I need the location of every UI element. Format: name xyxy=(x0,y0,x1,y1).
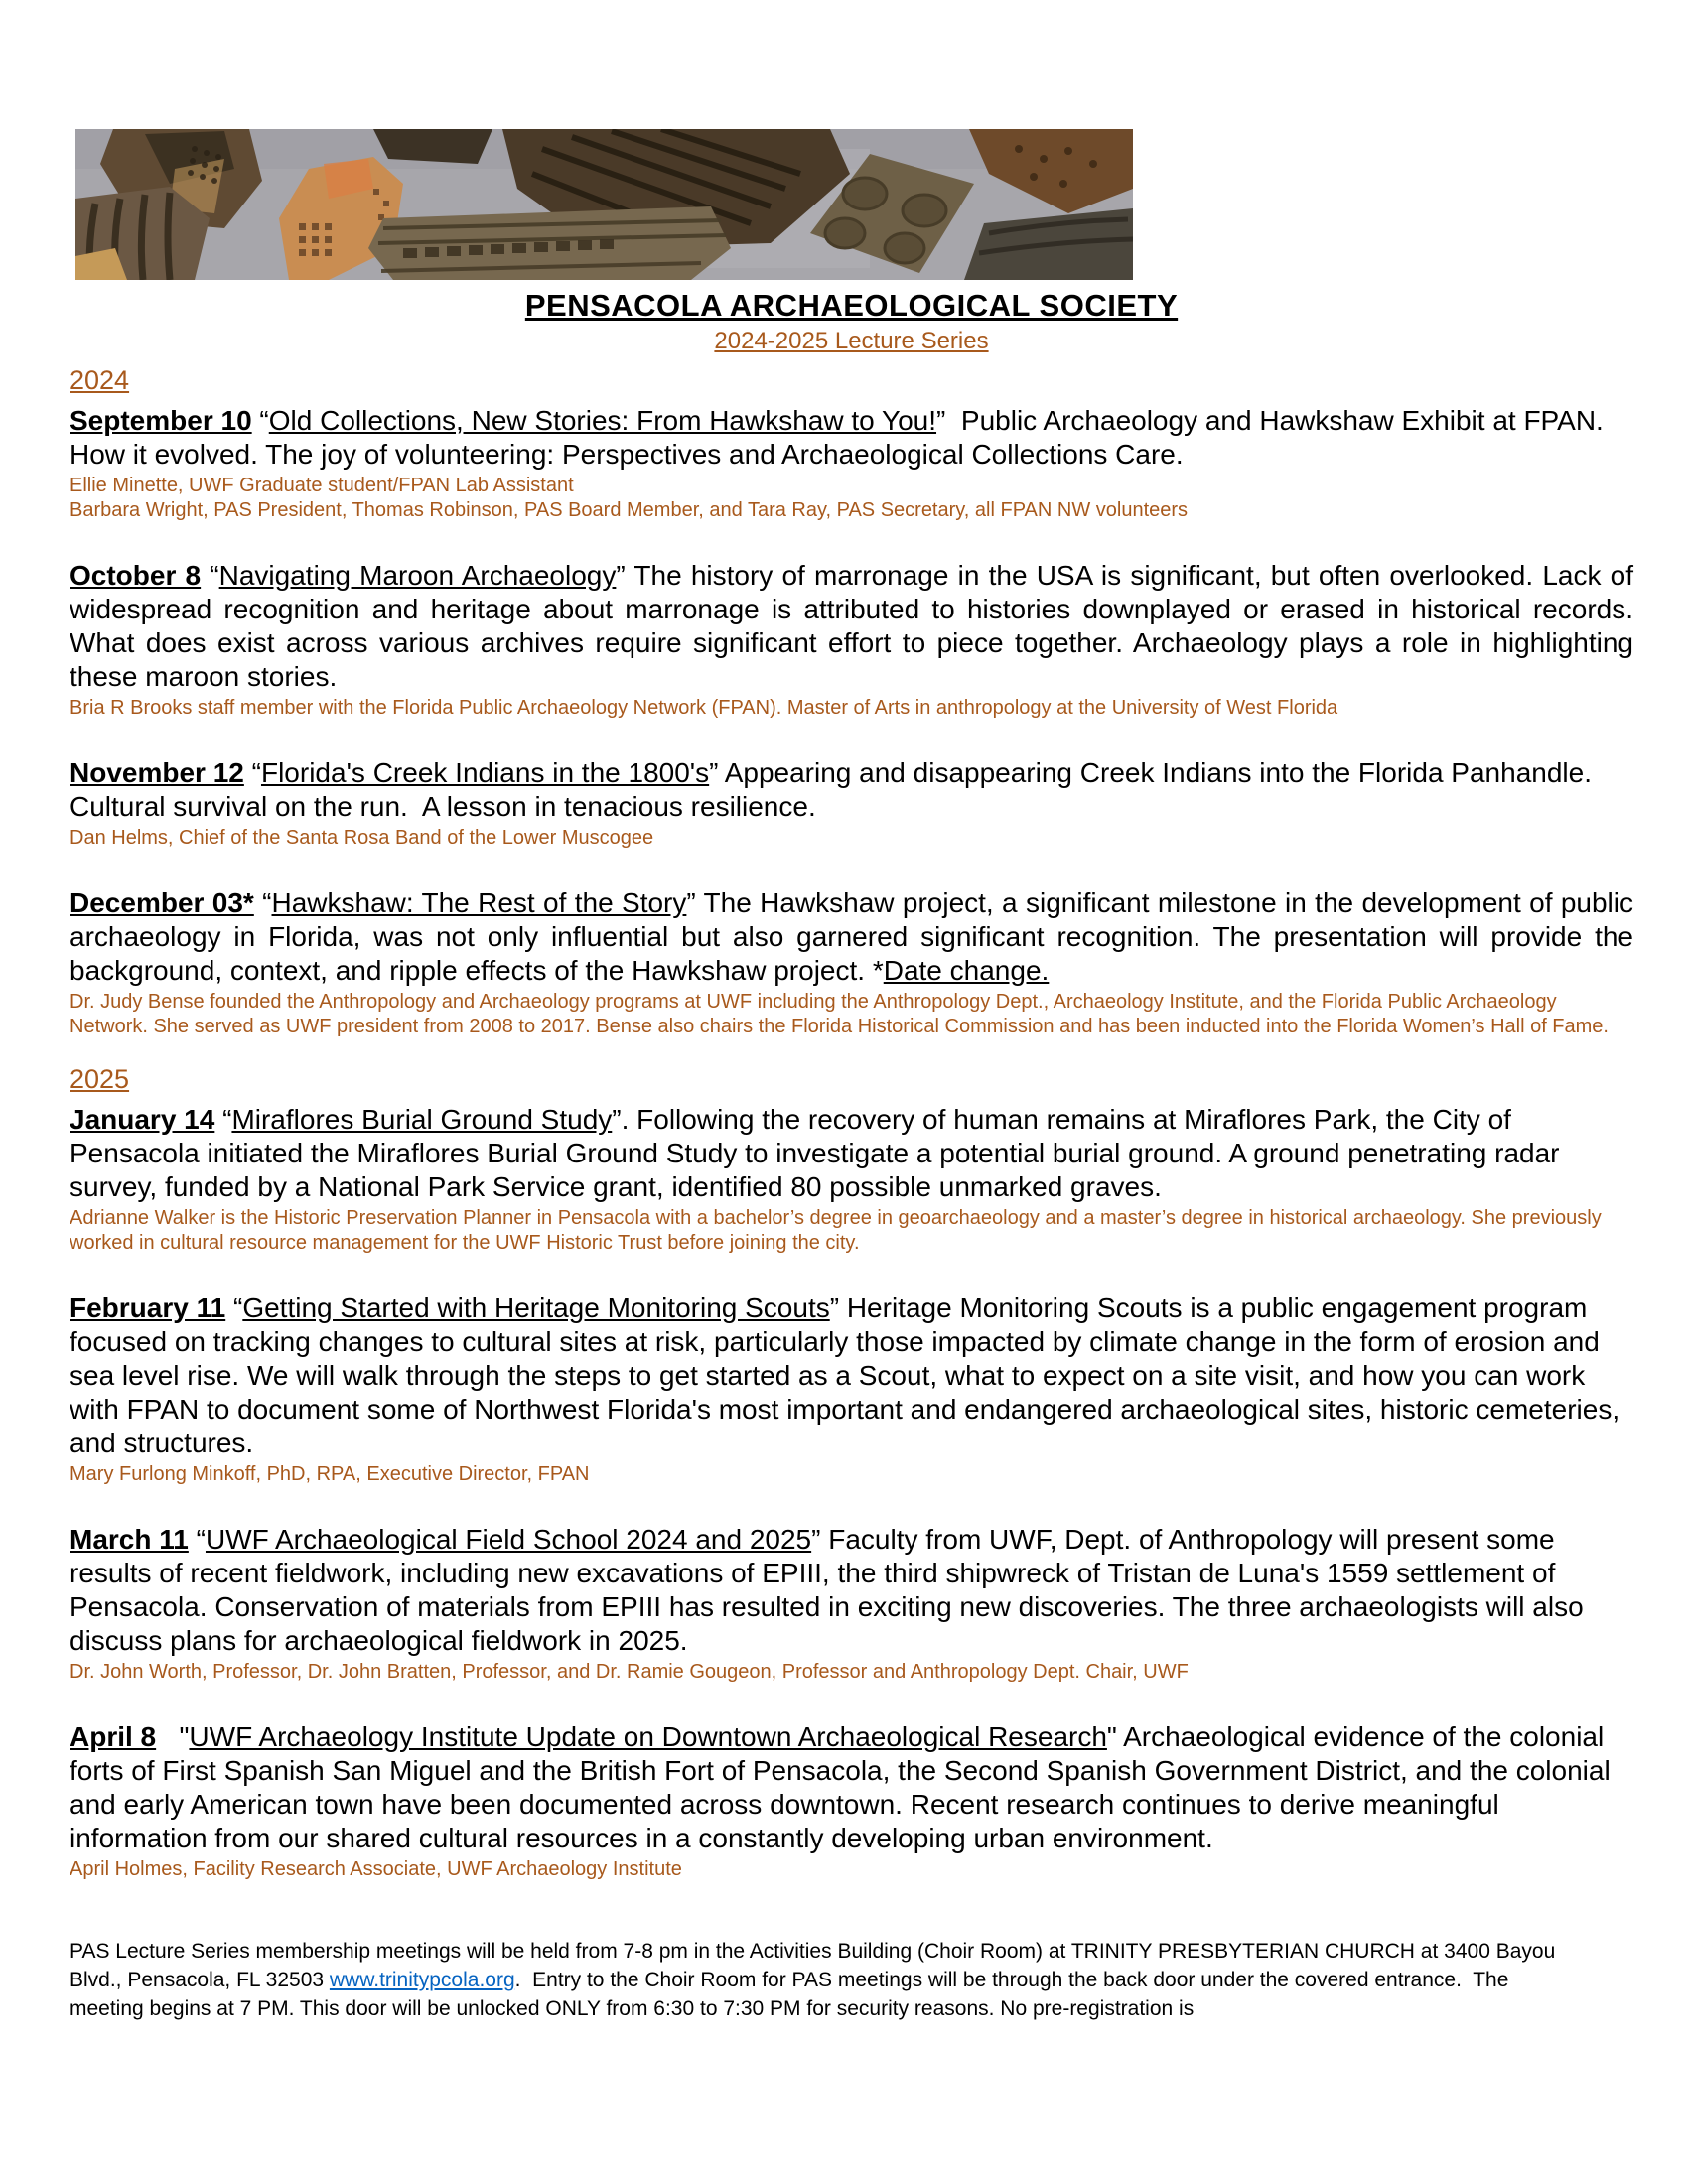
footer-text-before-link: PAS Lecture Series membership meetings will be held from 7-8 pm in the Activities Building (Choir Room) at TRINITY PRESBYTERIAN CHURCH at 3400 Bayou Blvd., Pensacola, FL 32503 xyxy=(70,1940,1562,1991)
sections xyxy=(70,365,1641,1882)
entry-open-quote: “ xyxy=(214,1104,232,1135)
lecture-entry xyxy=(70,1523,1633,1685)
lecture-entry xyxy=(70,1720,1633,1882)
lecture-entry xyxy=(70,404,1633,523)
entry-description: The Hawkshaw project, a significant milestone in the development of public archaeology in Florida, was not only influential but also garnered significant recognition. The presentation will provide the background, context, and ripple effects of the Hawkshaw project. * xyxy=(70,887,1641,986)
entry-title: UWF Archaeology Institute Update on Downtown Archaeological Research xyxy=(189,1721,1107,1752)
entry-speakers xyxy=(70,1660,1633,1685)
entry-title: Florida's Creek Indians in the 1800's xyxy=(260,757,710,788)
footer-paragraph xyxy=(70,1937,1569,2023)
entry-close-quote: ” xyxy=(936,405,961,436)
speaker-line: Ellie Minette, UWF Graduate student/FPAN Lab Assistant xyxy=(70,475,574,496)
entry-paragraph xyxy=(70,559,1641,694)
entry-open-quote: “ xyxy=(251,405,269,436)
lecture-entry xyxy=(70,1103,1633,1256)
speaker-line: Barbara Wright, PAS President, Thomas Robinson, PAS Board Member, and Tara Ray, PAS Secretary, all FPAN NW volunteers xyxy=(70,499,1189,521)
entry-date: April 8 xyxy=(70,1721,157,1752)
lecture-entry xyxy=(70,1292,1633,1487)
speaker-line: Dr. Judy Bense founded the Anthropology and Archaeology programs at UWF including the Anthropology Dept., Archaeology Institute, and the Florida Public Archaeology Network. She served as UWF president from 2008 to 2017. Bense also chairs the Florida Historical Commission and has been inducted into the Florida Women’s Hall of Fame. xyxy=(70,991,1609,1037)
page-subtitle: 2024-2025 Lecture Series xyxy=(714,328,989,354)
entry-date: March 11 xyxy=(70,1524,189,1555)
entry-title: Hawkshaw: The Rest of the Story xyxy=(271,887,687,918)
entry-paragraph xyxy=(70,887,1641,988)
entry-title: Old Collections, New Stories: From Hawkshaw to You! xyxy=(268,405,937,436)
entry-date: November 12 xyxy=(70,757,244,788)
entry-description: Public Archaeology and Hawkshaw Exhibit at FPAN. How it evolved. The joy of volunteering: Perspectives and Archaeological Collections Care. xyxy=(70,405,1612,470)
lecture-entry xyxy=(70,887,1641,1039)
entry-speakers xyxy=(70,474,1633,523)
entry-paragraph xyxy=(70,404,1633,472)
entry-close-quote: ” xyxy=(709,757,725,788)
speaker-line: Adrianne Walker is the Historic Preservation Planner in Pensacola with a bachelor’s degree in geoarchaeology and a master’s degree in historical archaeology. She previously worked in cultural resource management for the UWF Historic Trust before joining the city. xyxy=(70,1207,1608,1254)
entry-paragraph xyxy=(70,1292,1633,1460)
entry-close-quote: ” xyxy=(811,1524,829,1555)
entry-title: Miraflores Burial Ground Study xyxy=(231,1104,613,1135)
entry-speakers xyxy=(70,1857,1633,1882)
entry-speakers xyxy=(70,990,1633,1039)
entry-date: December 03* xyxy=(70,887,254,918)
lecture-entry xyxy=(70,756,1633,851)
footer-text-after-link: . Entry to the Choir Room for PAS meetings will be through the back door under the covered entrance. The meeting begins at 7 PM. This door will be unlocked ONLY from 6:30 to 7:30 PM for security reasons. No pre-registration is xyxy=(70,1969,1515,2020)
entry-title: Getting Started with Heritage Monitoring Scouts xyxy=(242,1293,830,1323)
speaker-line: Bria R Brooks staff member with the Florida Public Archaeology Network (FPAN). Master of Arts in anthropology at the University of West Florida xyxy=(70,697,1338,719)
entry-description: Heritage Monitoring Scouts is a public engagement program focused on tracking changes to cultural sites at risk, particularly those impacted by climate change in the form of erosion and sea level rise. We will walk through the steps to get started as a Scout, what to expect on a site visit, and how you can work with FPAN to document some of Northwest Florida's most important and endangered archaeological sites, historic cemeteries, and structures. xyxy=(70,1293,1627,1458)
lecture-entry xyxy=(70,559,1641,721)
entry-description: Archaeological evidence of the colonial forts of First Spanish San Miguel and the British Fort of Pensacola, the Second Spanish Government District, and the colonial and early American town have been documented across downtown. Recent research continues to derive meaningful information from our shared cultural resources in a constantly developing urban environment. xyxy=(70,1721,1618,1853)
speaker-line: Dan Helms, Chief of the Santa Rosa Band of the Lower Muscogee xyxy=(70,827,654,849)
entry-close-quote: ” xyxy=(829,1293,847,1323)
year-heading: 2025 xyxy=(70,1064,130,1094)
speaker-line: April Holmes, Facility Research Associate, UWF Archaeology Institute xyxy=(70,1858,682,1880)
speaker-line: Dr. John Worth, Professor, Dr. John Bratten, Professor, and Dr. Ramie Gougeon, Professor and Anthropology Dept. Chair, UWF xyxy=(70,1661,1189,1683)
entry-description: Following the recovery of human remains at Miraflores Park, the City of Pensacola initiated the Miraflores Burial Ground Study to investigate a potential burial ground. A ground penetrating radar survey, funded by a National Park Service grant, identified 80 possible unmarked graves. xyxy=(70,1104,1568,1202)
page-title: PENSACOLA ARCHAEOLOGICAL SOCIETY xyxy=(524,288,1179,323)
footer-link[interactable]: www.trinitypcola.org xyxy=(329,1969,515,1991)
entry-close-quote: " xyxy=(1106,1721,1124,1752)
entry-open-quote: “ xyxy=(243,757,261,788)
entry-description: The history of marronage in the USA is significant, but often overlooked. Lack of widespread recognition and heritage about marronage is attributed to histories downplayed or erased in historical records. What does exist across various archives require significant effort to piece together. Archaeology plays a role in highlighting these maroon stories. xyxy=(70,560,1641,692)
entry-date-change-note: Date change. xyxy=(883,955,1050,986)
entry-paragraph xyxy=(70,1103,1633,1204)
entry-date: September 10 xyxy=(70,405,252,436)
entry-paragraph xyxy=(70,1720,1633,1855)
entry-paragraph xyxy=(70,1523,1633,1658)
year-heading: 2024 xyxy=(70,365,130,395)
entry-date: October 8 xyxy=(70,560,202,591)
entry-open-quote: " xyxy=(156,1721,190,1752)
entry-close-quote: ” xyxy=(686,887,704,918)
entry-close-quote: ” xyxy=(616,560,634,591)
entry-speakers xyxy=(70,696,1633,721)
entry-speakers xyxy=(70,1206,1633,1256)
year-entries xyxy=(70,404,1641,1039)
year-entries xyxy=(70,1103,1633,1882)
entry-title: UWF Archaeological Field School 2024 and 2025 xyxy=(205,1524,812,1555)
entry-description: Faculty from UWF, Dept. of Anthropology will present some results of recent fieldwork, including new excavations of EPIII, the third shipwreck of Tristan de Luna's 1559 settlement of Pensacola. Conservation of materials from EPIII has resulted in exciting new discoveries. The three archaeologists will also discuss plans for archaeological fieldwork in 2025. xyxy=(70,1524,1592,1656)
entry-date: January 14 xyxy=(70,1104,215,1135)
entry-speakers xyxy=(70,1462,1633,1487)
pottery-sherds-image xyxy=(75,129,1133,280)
lecture-year-section xyxy=(70,365,1641,1039)
entry-open-quote: “ xyxy=(188,1524,206,1555)
artifact-photo xyxy=(75,129,1633,280)
entry-description: Appearing and disappearing Creek Indians into the Florida Panhandle. Cultural survival on the run. A lesson in tenacious resilience. xyxy=(70,757,1600,822)
entry-paragraph xyxy=(70,756,1633,824)
entry-date: February 11 xyxy=(70,1293,226,1323)
entry-open-quote: “ xyxy=(201,560,219,591)
lecture-year-section xyxy=(70,1064,1633,1882)
entry-open-quote: “ xyxy=(253,887,272,918)
entry-speakers xyxy=(70,826,1633,851)
entry-close-quote: ”. xyxy=(612,1104,637,1135)
entry-open-quote: “ xyxy=(225,1293,243,1323)
entry-title: Navigating Maroon Archaeology xyxy=(218,560,617,591)
speaker-line: Mary Furlong Minkoff, PhD, RPA, Executive Director, FPAN xyxy=(70,1463,590,1485)
